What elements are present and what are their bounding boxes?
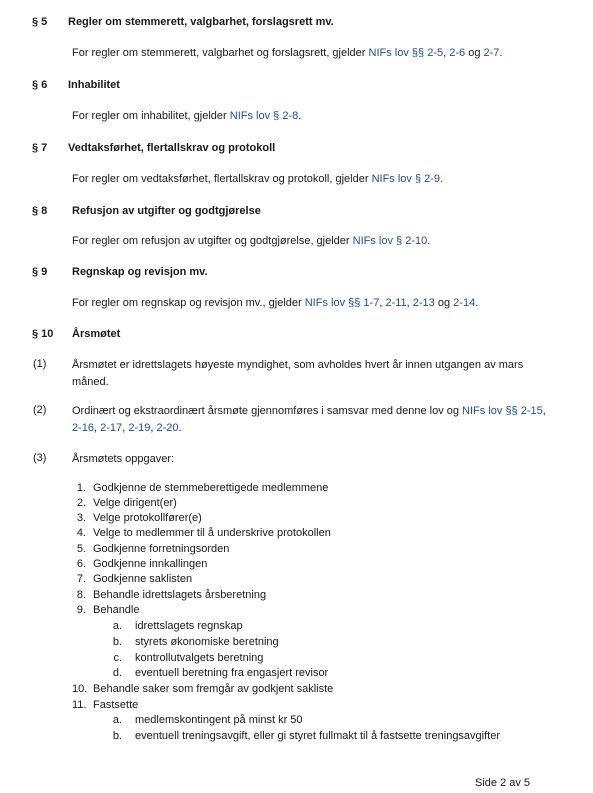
- section-body: For regler om refusjon av utgifter og godtgjørelse, gjelder NIFs lov § 2-10.: [72, 235, 431, 247]
- section-body: For regler om inhabilitet, gjelder NIFs lov § 2-8.: [72, 110, 302, 122]
- list-number: 3.: [76, 512, 86, 524]
- section-title: Vedtaksførhet, flertallskrav og protokoll: [68, 142, 276, 154]
- law-link[interactable]: 2-20: [156, 422, 179, 434]
- law-link[interactable]: 2-6: [449, 47, 466, 59]
- law-link[interactable]: 2-7: [483, 47, 500, 59]
- sublist-letter: d.: [112, 667, 122, 679]
- law-link[interactable]: NIFs lov § 2-10: [352, 235, 428, 247]
- section-title: Refusjon av utgifter og godtgjørelse: [72, 205, 261, 217]
- section-number: § 5: [32, 16, 48, 28]
- paragraph-text: Årsmøtets oppgaver:: [72, 453, 175, 465]
- section-title: Regler om stemmerett, valgbarhet, forslagsrett mv.: [68, 16, 334, 28]
- section-number: § 6: [32, 79, 48, 91]
- list-number: 10.: [72, 683, 88, 695]
- law-link[interactable]: NIFs lov §§ 2-15: [462, 405, 543, 417]
- sublist-letter: c.: [113, 652, 122, 664]
- list-item: Godkjenne forretningsorden: [93, 543, 230, 555]
- page-number: Side 2 av 5: [475, 777, 531, 789]
- section-number: § 10: [32, 328, 54, 340]
- paragraph-number: (2): [33, 404, 47, 416]
- law-link[interactable]: 2-16: [72, 422, 95, 434]
- list-number: 2.: [76, 497, 86, 509]
- section-heading: [32, 205, 47, 217]
- section-body: For regler om stemmerett, valgbarhet og forslagsrett, gjelder NIFs lov §§ 2-5, 2-6 og 2-7.: [72, 47, 503, 59]
- section-title: Inhabilitet: [68, 79, 120, 91]
- list-number: 7.: [76, 573, 86, 585]
- sublist-item: eventuell treningsavgift, eller gi styret fullmakt til å fastsette treningsavgifter: [135, 730, 501, 742]
- law-link[interactable]: NIFs lov § 2-9: [371, 173, 441, 185]
- list-number: 4.: [76, 527, 86, 539]
- sublist-letter: a.: [112, 620, 122, 632]
- section-heading: [32, 16, 47, 28]
- list-item: Behandle idrettslagets årsberetning: [93, 589, 267, 601]
- law-link[interactable]: NIFs lov § 2-8: [229, 110, 299, 122]
- list-item: Godkjenne innkallingen: [93, 558, 208, 570]
- list-number: 1.: [76, 482, 86, 494]
- law-link[interactable]: 2-11: [385, 297, 407, 309]
- list-number: 5.: [76, 543, 86, 555]
- list-item: Velge protokollfører(e): [93, 512, 202, 524]
- list-item: Behandle saker som fremgår av godkjent sakliste: [93, 683, 334, 695]
- sublist-item: medlemskontingent på minst kr 50: [135, 714, 303, 726]
- list-item: Fastsette: [93, 699, 139, 711]
- list-item: Godkjenne de stemmeberettigede medlemmene: [93, 482, 329, 494]
- section-body: For regler om vedtaksførhet, flertallskrav og protokoll, gjelder NIFs lov § 2-9.: [72, 173, 444, 185]
- sublist-item: idrettslagets regnskap: [135, 620, 243, 632]
- sublist-item: kontrollutvalgets beretning: [135, 652, 264, 664]
- sublist-item: eventuell beretning fra engasjert revisor: [135, 667, 329, 679]
- sublist-letter: a.: [112, 714, 122, 726]
- list-number: 6.: [76, 558, 86, 570]
- law-link[interactable]: NIFs lov §§ 1-7: [304, 297, 380, 309]
- list-number: 9.: [76, 604, 86, 616]
- section-number: § 8: [32, 205, 48, 217]
- section-heading: [32, 142, 47, 154]
- section-number: § 9: [32, 266, 48, 278]
- list-item: Velge to medlemmer til å underskrive protokollen: [93, 527, 331, 539]
- sublist-letter: b.: [112, 730, 122, 742]
- section-title: Årsmøtet: [72, 328, 121, 340]
- section-body: For regler om regnskap og revisjon mv., gjelder NIFs lov §§ 1-7, 2-11, 2-13 og 2-14.: [72, 297, 479, 309]
- paragraph-text: Ordinært og ekstraordinært årsmøte gjennomføres i samsvar med denne lov og NIFs lov §§ 2-15, 2-16, 2-17, 2-19, 2-20.: [72, 405, 546, 434]
- section-title: Regnskap og revisjon mv.: [72, 266, 208, 278]
- list-number: 11.: [72, 699, 87, 711]
- section-number: § 7: [32, 142, 48, 154]
- law-link[interactable]: 2-17: [100, 422, 123, 434]
- list-number: 8.: [76, 589, 86, 601]
- list-item: Velge dirigent(er): [93, 497, 177, 509]
- list-item: Behandle: [93, 604, 140, 616]
- law-link[interactable]: 2-19: [128, 422, 151, 434]
- section-heading: [32, 266, 47, 278]
- law-link[interactable]: 2-14: [453, 297, 476, 309]
- law-link[interactable]: NIFs lov §§ 2-5: [368, 47, 444, 59]
- list-item: Godkjenne saklisten: [93, 573, 193, 585]
- paragraph-number: (3): [33, 452, 47, 464]
- sublist-item: styrets økonomiske beretning: [135, 636, 279, 648]
- section-heading: [32, 328, 53, 340]
- section-heading: [32, 79, 47, 91]
- paragraph-number: (1): [33, 358, 47, 370]
- sublist-letter: b.: [112, 636, 122, 648]
- law-link[interactable]: 2-13: [412, 297, 435, 309]
- paragraph-text: Årsmøtet er idrettslagets høyeste myndighet, som avholdes hvert år innen utgangen av mars måned.: [72, 359, 524, 388]
